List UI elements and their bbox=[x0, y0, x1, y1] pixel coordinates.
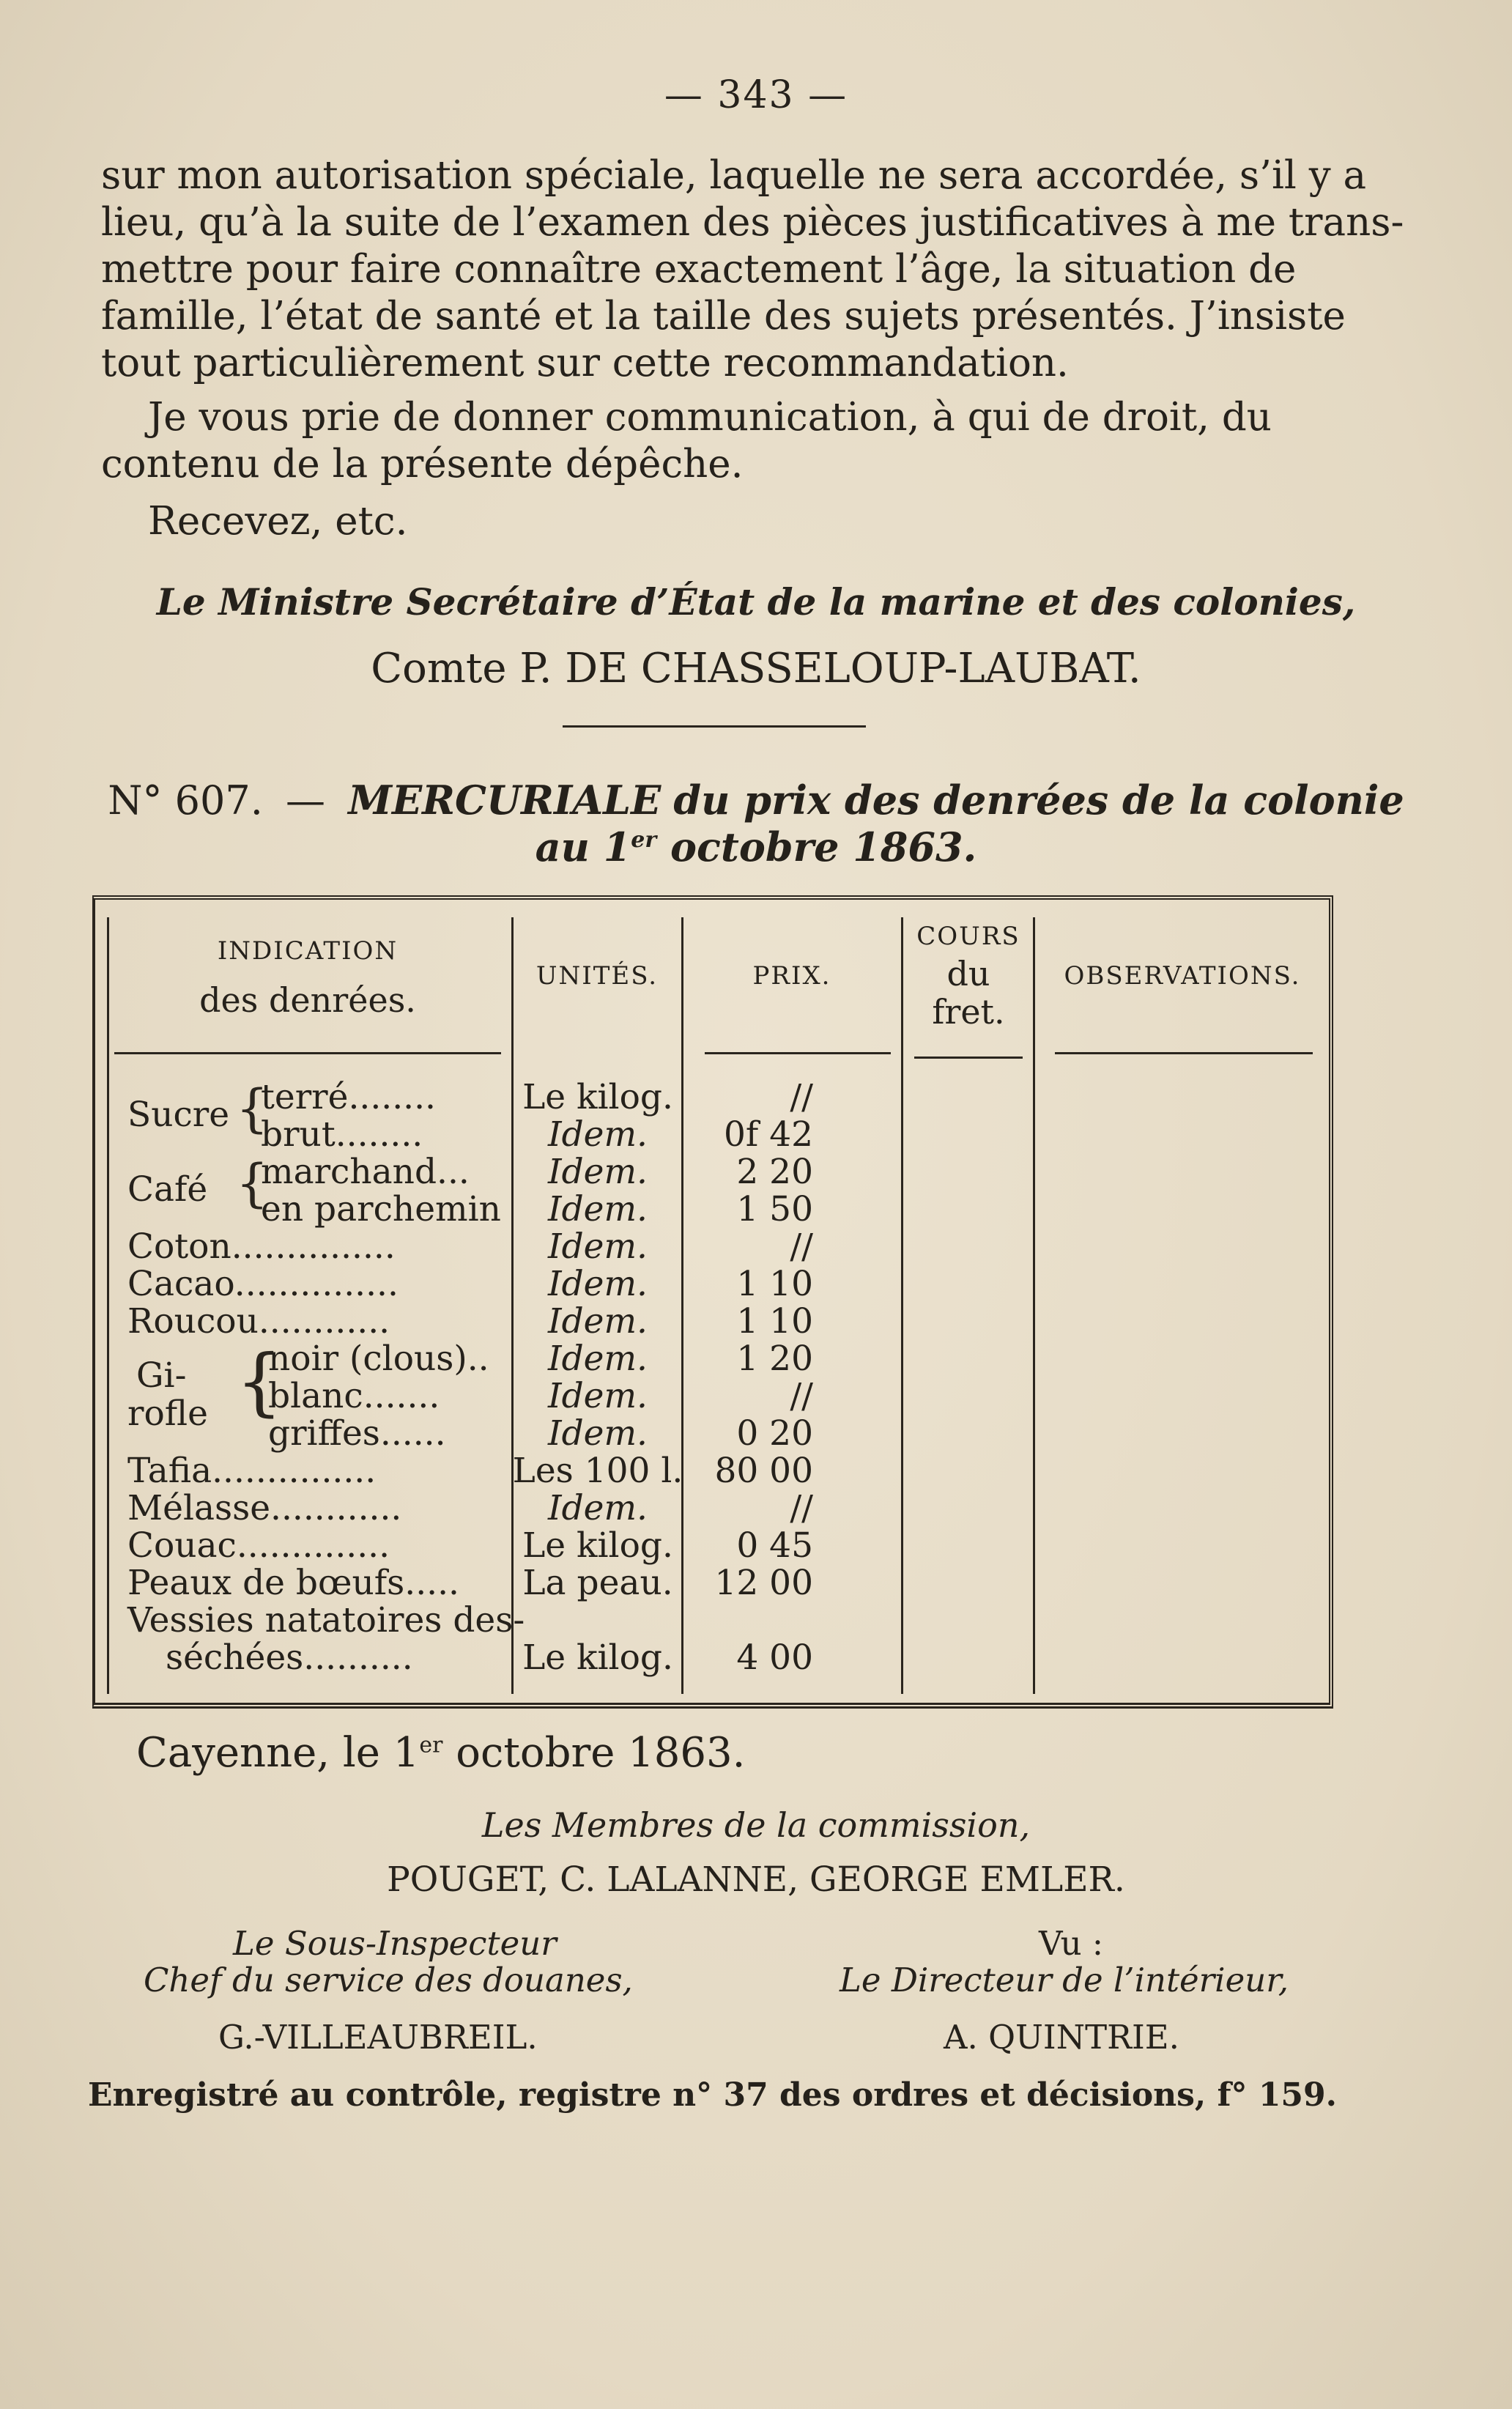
header-rule bbox=[114, 1052, 501, 1054]
place-date: Cayenne, le 1er octobre 1863. bbox=[136, 1729, 746, 1777]
row-label: Tafia............... bbox=[127, 1451, 377, 1491]
text-line: Je vous prie de donner communication, à qui de droit, du bbox=[148, 395, 1272, 440]
row-unit: Idem. bbox=[548, 1152, 648, 1192]
header-unites: UNITÉS. bbox=[536, 961, 659, 991]
price-table bbox=[92, 895, 1333, 1709]
row-unit: Idem. bbox=[548, 1301, 648, 1342]
row-label: Coton............... bbox=[127, 1226, 396, 1267]
row-label: en parchemin bbox=[261, 1189, 501, 1229]
header-rule bbox=[914, 1057, 1023, 1059]
row-price: 4 00 bbox=[736, 1638, 813, 1678]
row-price: 0f 42 bbox=[723, 1114, 813, 1155]
row-unit: Le kilog. bbox=[522, 1525, 673, 1566]
section-date: au 1er octobre 1863. bbox=[535, 824, 977, 870]
page-number: — 343 — bbox=[664, 73, 848, 117]
section-heading bbox=[0, 777, 1512, 824]
row-price: 80 00 bbox=[714, 1451, 813, 1491]
row-price: 0 45 bbox=[736, 1525, 813, 1566]
text-line: mettre pour faire connaître exactement l’âge, la situation de bbox=[101, 247, 1297, 292]
row-unit: Idem. bbox=[548, 1413, 648, 1454]
header-rule bbox=[1055, 1052, 1313, 1054]
letter-paragraph-2 bbox=[101, 394, 1339, 488]
left-signer-title: Le Sous-Inspecteur bbox=[233, 1924, 557, 1963]
row-label: Mélasse............ bbox=[127, 1488, 402, 1528]
group-label-girofle: Gi- bbox=[136, 1355, 187, 1396]
row-unit: Idem. bbox=[548, 1264, 648, 1304]
row-label: Cacao............... bbox=[127, 1264, 399, 1304]
row-price: // bbox=[790, 1226, 813, 1267]
group-label-cafe: Café bbox=[127, 1169, 208, 1210]
header-fret: fret. bbox=[932, 992, 1005, 1032]
row-price: // bbox=[790, 1488, 813, 1528]
row-unit: Idem. bbox=[548, 1488, 648, 1528]
row-label: blanc....... bbox=[268, 1376, 440, 1416]
brace: { bbox=[236, 1153, 269, 1213]
row-unit: Idem. bbox=[548, 1114, 648, 1155]
header-indication: INDICATION bbox=[217, 936, 399, 966]
text-line: sur mon autorisation spéciale, laquelle ne sera accordée, s’il y a bbox=[101, 153, 1367, 198]
right-signer-name: A. QUINTRIE. bbox=[944, 2018, 1179, 2057]
row-label: Vessies natatoires des- bbox=[127, 1600, 525, 1640]
row-price: 1 20 bbox=[736, 1339, 813, 1379]
row-price: 1 10 bbox=[736, 1264, 813, 1304]
row-unit: Idem. bbox=[548, 1376, 648, 1416]
row-price: 0 20 bbox=[736, 1413, 813, 1454]
section-title-word: MERCURIALE bbox=[348, 777, 662, 824]
header-denrees: des denrées. bbox=[199, 980, 416, 1020]
brace: { bbox=[236, 1339, 283, 1424]
row-unit: Le kilog. bbox=[522, 1638, 673, 1678]
text-line: famille, l’état de santé et la taille des sujets présentés. J’insiste bbox=[101, 294, 1346, 338]
letter-paragraph-1 bbox=[101, 152, 1404, 387]
column-divider bbox=[901, 917, 903, 1694]
row-price: 1 10 bbox=[736, 1301, 813, 1342]
separator-rule bbox=[563, 725, 866, 728]
row-unit: La peau. bbox=[522, 1563, 673, 1603]
text-line: tout particulièrement sur cette recommandation. bbox=[101, 341, 1069, 385]
section-number: N° 607. bbox=[108, 777, 263, 824]
row-label: terré........ bbox=[261, 1077, 436, 1117]
row-label: Peaux de bœufs..... bbox=[127, 1563, 459, 1603]
letter-closing: Recevez, etc. bbox=[148, 499, 408, 544]
signer-name: Comte P. DE CHASSELOUP-LAUBAT. bbox=[371, 645, 1141, 692]
row-unit: Idem. bbox=[548, 1226, 648, 1267]
row-label: brut........ bbox=[261, 1114, 423, 1155]
row-price: 1 50 bbox=[736, 1189, 813, 1229]
row-label: griffes...... bbox=[268, 1413, 446, 1454]
header-cours: COURS bbox=[916, 922, 1020, 951]
column-divider bbox=[1033, 917, 1035, 1694]
row-unit: Les 100 l. bbox=[512, 1451, 683, 1491]
header-observations: OBSERVATIONS. bbox=[1064, 961, 1301, 991]
row-unit: Le kilog. bbox=[522, 1077, 673, 1117]
header-du: du bbox=[946, 954, 990, 993]
row-price: 12 00 bbox=[714, 1563, 813, 1603]
group-label-girofle: rofle bbox=[127, 1394, 208, 1434]
row-label: séchées.......... bbox=[166, 1638, 413, 1678]
header-prix: PRIX. bbox=[752, 961, 831, 991]
text-line: lieu, qu’à la suite de l’examen des pièces justificatives à me trans- bbox=[101, 200, 1404, 245]
section-dash: — bbox=[286, 777, 326, 824]
brace: { bbox=[236, 1078, 269, 1139]
row-label: marchand... bbox=[261, 1152, 470, 1192]
left-signer-name: G.-VILLEAUBREIL. bbox=[218, 2018, 538, 2057]
row-label: Roucou............ bbox=[127, 1301, 390, 1342]
left-signer-title: Chef du service des douanes, bbox=[144, 1961, 633, 1999]
commission-title: Les Membres de la commission, bbox=[481, 1805, 1031, 1845]
text-line: contenu de la présente dépêche. bbox=[101, 442, 744, 486]
row-label: Couac.............. bbox=[127, 1525, 390, 1566]
row-unit: Idem. bbox=[548, 1189, 648, 1229]
right-signer-title: Vu : bbox=[1039, 1924, 1104, 1963]
row-price: // bbox=[790, 1376, 813, 1416]
section-title-rest: du prix des denrées de la colonie bbox=[673, 777, 1404, 824]
row-price: // bbox=[790, 1077, 813, 1117]
registration-note: Enregistré au contrôle, registre n° 37 des ordres et décisions, f° 159. bbox=[88, 2076, 1337, 2114]
row-label: noir (clous).. bbox=[268, 1339, 489, 1379]
column-divider bbox=[107, 917, 109, 1694]
commission-names: POUGET, C. LALANNE, GEORGE EMLER. bbox=[387, 1860, 1125, 1900]
group-label-sucre: Sucre bbox=[127, 1095, 230, 1135]
row-unit: Idem. bbox=[548, 1339, 648, 1379]
signer-title: Le Ministre Secrétaire d’État de la marine et des colonies, bbox=[156, 580, 1356, 623]
row-price: 2 20 bbox=[736, 1152, 813, 1192]
right-signer-title: Le Directeur de l’intérieur, bbox=[840, 1961, 1289, 1999]
header-rule bbox=[705, 1052, 891, 1054]
